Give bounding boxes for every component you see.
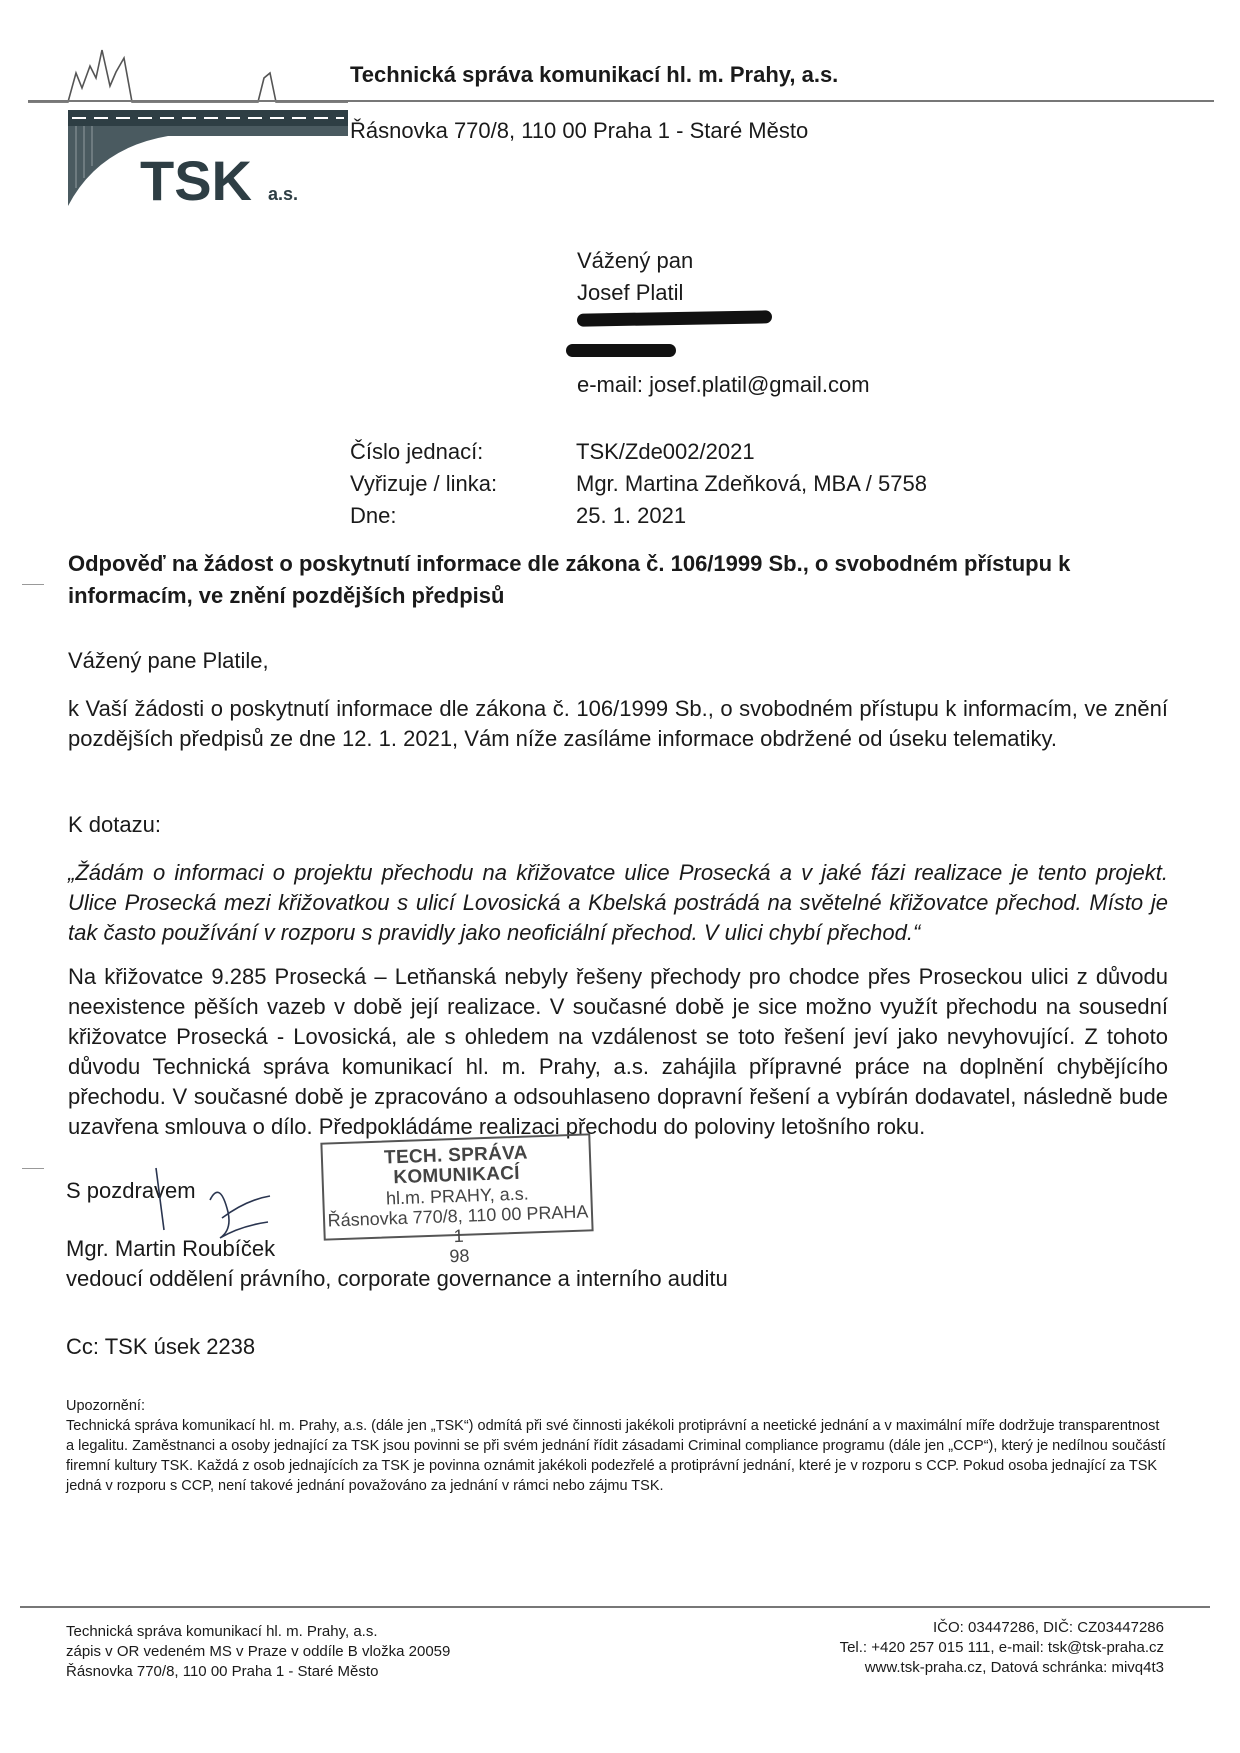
stamp-line-4: 98	[449, 1245, 470, 1267]
query-label: K dotazu:	[68, 812, 161, 837]
reference-block	[350, 436, 927, 532]
tsk-logo	[28, 38, 348, 213]
footer-contact-info	[840, 1618, 1164, 1678]
meta-value: 25. 1. 2021	[576, 503, 687, 528]
scan-mark	[22, 1168, 44, 1169]
logo-text: TSK	[140, 149, 252, 212]
meta-label: Číslo jednací:	[350, 439, 484, 464]
meta-row-reference	[350, 436, 927, 468]
redacted-address-line-2	[566, 344, 676, 357]
meta-label: Vyřizuje / linka:	[350, 471, 498, 496]
redacted-address-line-1	[577, 310, 772, 326]
closing: S pozdravem	[66, 1178, 196, 1203]
notice-title: Upozornění:	[66, 1398, 145, 1414]
footer-company-info	[66, 1622, 450, 1682]
company-stamp	[320, 1133, 593, 1267]
stamp-line-3: Řásnovka 770/8, 110 00 PRAHA 1	[327, 1201, 589, 1247]
footer-line: www.tsk-praha.cz, Datová schránka: mivq4t3	[864, 1659, 1164, 1676]
salutation: Vážený pane Platile,	[68, 648, 269, 673]
letter-subject: Odpověď na žádost o poskytnutí informace dle zákona č. 106/1999 Sb., o svobodném přístupu k informacím, ve znění pozdějších předpisů	[68, 551, 1071, 608]
scan-mark	[22, 584, 44, 585]
meta-value: Mgr. Martina Zdeňková, MBA / 5758	[576, 471, 927, 496]
recipient-name: Josef Platil	[577, 280, 684, 305]
recipient-block	[577, 245, 693, 309]
meta-row-handler	[350, 468, 927, 500]
meta-label: Dne:	[350, 503, 397, 528]
footer-line: Tel.: +420 257 015 111, e-mail: tsk@tsk-praha.cz	[839, 1639, 1164, 1656]
footer-line: zápis v OR vedeném MS v Praze v oddíle B vložka 20059	[66, 1643, 451, 1660]
recipient-email: e-mail: josef.platil@gmail.com	[577, 372, 870, 397]
query-quote: „Žádám o informaci o projektu přechodu na křižovatce ulice Prosecká a v jaké fázi realizace je tento projekt. Ulice Prosecká mezi křižovatkou s ulicí Lovosická a Kbelská postrádá na světelné křižovatce přechod. Místo je tak často používání v rozporu s pravidly jako neoficiální přechod. V ulici chybí přechod.“	[68, 860, 1168, 945]
signer-name: Mgr. Martin Roubíček	[66, 1236, 276, 1261]
footer-line: Technická správa komunikací hl. m. Prahy, a.s.	[66, 1623, 378, 1640]
cc-line: Cc: TSK úsek 2238	[66, 1334, 256, 1359]
signer-role: vedoucí oddělení právního, corporate governance a interního auditu	[66, 1266, 728, 1291]
meta-row-date	[350, 500, 927, 532]
answer-paragraph: Na křižovatce 9.285 Prosecká – Letňanská nebyly řešeny přechody pro chodce přes Proseckou ulici z důvodu neexistence pěších vazeb v době její realizace. V současné době je sice možno využít přechodu na sousední křižovatce Prosecká - Lovosická, ale s ohledem na vzdálenost se toto řešení jeví jako nevyhovující. Z tohoto důvodu Technická správa komunikací hl. m. Prahy, a.s. zahájila přípravné práce na doplnění chybějícího přechodu. V současné době je zpracováno a odsouhlaseno dopravní řešení a vybírán dodavatel, následně bude uzavřena smlouva o dílo. Předpokládáme realizaci přechodu do poloviny letošního roku.	[68, 964, 1168, 1139]
company-address: Řásnovka 770/8, 110 00 Praha 1 - Staré Město	[350, 118, 809, 143]
company-name: Technická správa komunikací hl. m. Prahy, a.s.	[350, 62, 839, 87]
meta-value: TSK/Zde002/2021	[576, 439, 755, 464]
footer-line: Řásnovka 770/8, 110 00 Praha 1 - Staré Město	[66, 1663, 379, 1680]
stamp-line-1: TECH. SPRÁVA KOMUNIKACÍ	[383, 1142, 529, 1189]
logo-suffix: a.s.	[268, 184, 299, 204]
footer-rule	[20, 1606, 1210, 1608]
header-rule	[28, 100, 1214, 102]
stamp-line-2: hl.m. PRAHY, a.s.	[385, 1183, 529, 1209]
recipient-greeting: Vážený pan	[577, 248, 694, 273]
footer-line: IČO: 03447286, DIČ: CZ03447286	[933, 1619, 1164, 1636]
compliance-notice	[66, 1396, 1166, 1496]
notice-text: Technická správa komunikací hl. m. Prahy, a.s. (dále jen „TSK“) odmítá při své činnosti jakékoli protiprávní a neetické jednání a v maximální míře dodržuje transparentnost a legalitu. Zaměstnanci a osoby jednající za TSK jsou povinni se při svém jednání řídit zásadami Criminal compliance programu (dále jen „CCP“), který je nedílnou součástí firemní kultury TSK. Každá z osob jednajících za TSK je povinna oznámit jakékoli podezřelé a protiprávní jednání, které je v rozporu s CCP. Pokud osoba jednající za TSK jedná v rozporu s CCP, není takové jednání považováno za jednání v rámci nebo zájmu TSK.	[66, 1418, 1166, 1494]
intro-paragraph: k Vaší žádosti o poskytnutí informace dle zákona č. 106/1999 Sb., o svobodném přístupu k informacím, ve znění pozdějších předpisů ze dne 12. 1. 2021, Vám níže zasíláme informace obdržené od úseku telematiky.	[68, 696, 1168, 751]
